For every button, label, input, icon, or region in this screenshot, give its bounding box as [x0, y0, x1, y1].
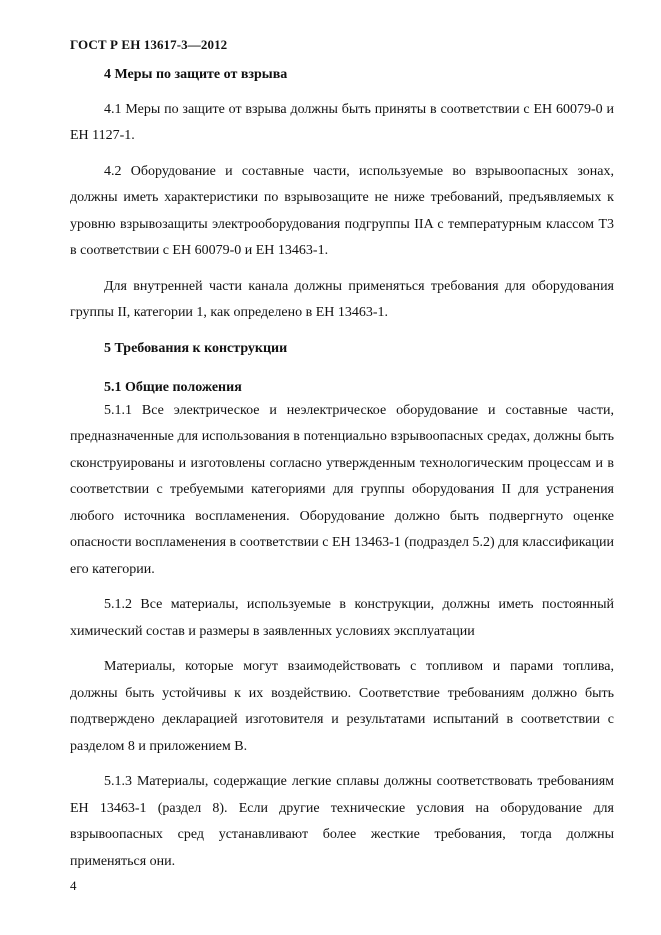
paragraph-4-2: 4.2 Оборудование и составные части, используемые во взрывоопасных зонах, должны иметь характеристики по взрывозащите не ниже требований, предъявляемых к уровню взрывозащиты электрооборудования подгруппы IIA с температурным классом T3 в соответствии с ЕН 60079-0 и ЕН 13463-1. — [70, 163, 614, 258]
page-number: 4 — [70, 878, 77, 893]
paragraph-5-1-3: 5.1.3 Материалы, содержащие легкие сплавы должны соответствовать требованиям ЕН 13463-1 (раздел 8). Если другие технические условия на оборудование для взрывоопасных сред устанавливают более жесткие требования, тогда должны применяться они. — [70, 774, 614, 869]
document-body — [70, 62, 614, 884]
document-code-header: ГОСТ Р ЕН 13617-3—2012 — [70, 37, 228, 52]
section-5-heading: 5 Требования к конструкции — [104, 340, 288, 356]
paragraph-4-3: Для внутренней части канала должны применяться требования для оборудования группы II, категории 1, как определено в ЕН 13463-1. — [70, 278, 614, 320]
paragraph-5-1-2-materials: Материалы, которые могут взаимодействовать с топливом и парами топлива, должны быть устойчивы к их воздействию. Соответствие требованиям должно быть подтверждено декларацией изготовителя и результатами испытаний в соответствии с разделом 8 и приложением B. — [70, 659, 614, 754]
subsection-5-1-heading: 5.1 Общие положения — [104, 380, 242, 395]
section-4-heading: 4 Меры по защите от взрыва — [104, 67, 288, 82]
paragraph-4-1: 4.1 Меры по защите от взрыва должны быть приняты в соответствии с ЕН 60079-0 и ЕН 1127-1. — [70, 101, 614, 143]
paragraph-5-1-2: 5.1.2 Все материалы, используемые в конструкции, должны иметь постоянный химический состав и размеры в заявленных условиях эксплуатации — [70, 597, 614, 639]
paragraph-5-1-1: 5.1.1 Все электрическое и неэлектрическое оборудование и составные части, предназначенные для использования в потенциально взрывоопасных средах, должны быть сконструированы и изготовлены согласно утвержденным технологическим процессам и в соответствии с требуемыми категориями для группы оборудования II для устранения любого источника воспламенения. Оборудование должно быть подвергнуто оценке опасности воспламенения в соответствии с ЕН 13463-1 (подраздел 5.2) для классификации его категории. — [70, 402, 614, 577]
